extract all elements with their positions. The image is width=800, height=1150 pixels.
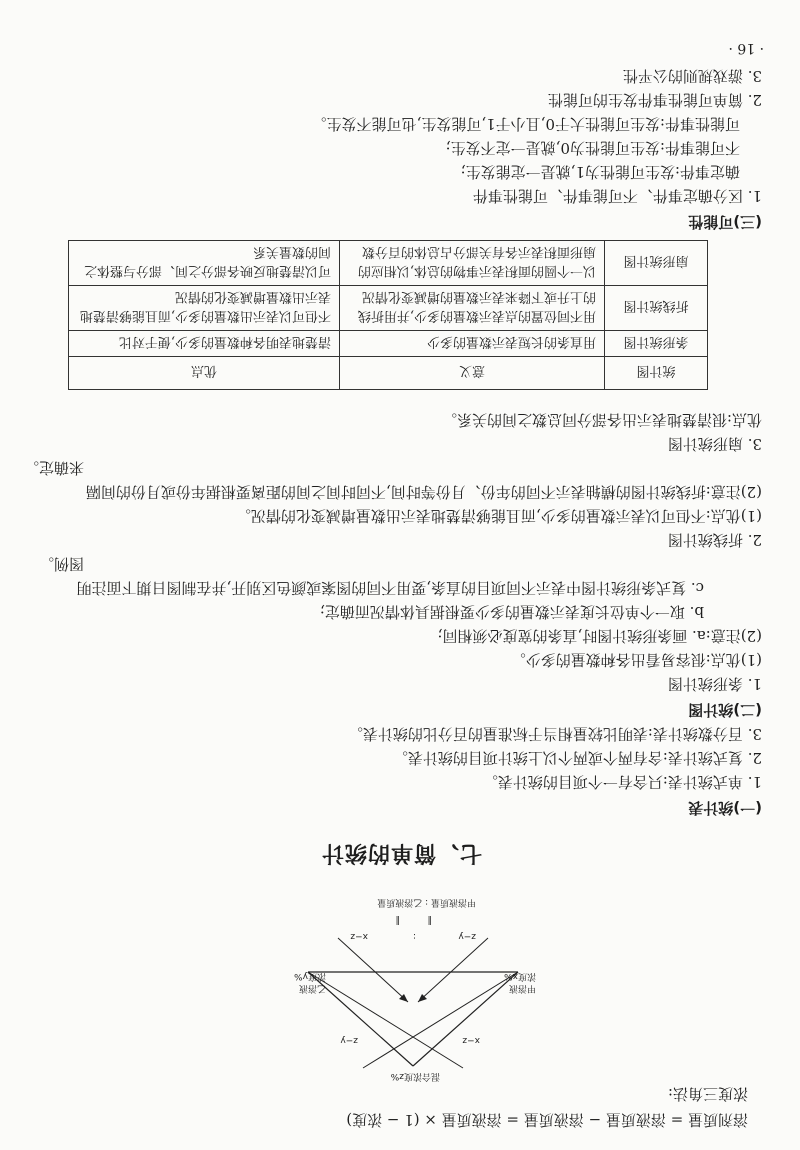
table-cell: 用不同位置的点表示数量的多少,并用折线的上升或下降来表示数量的增减变化情况 xyxy=(340,286,605,331)
probability-line: 确定事件:发生可能性为1,就是一定能发生; xyxy=(460,163,740,181)
heading-tables: (一)统计表 xyxy=(688,799,762,817)
chart-line: b. 取一个单位长度表示数量的多少要根据具体情况而确定; xyxy=(319,603,704,621)
table-row xyxy=(69,331,708,357)
heading-probability: (三)可能性 xyxy=(688,213,762,231)
probability-line: 1. 区分确定事件、不可能事件、可能性事件 xyxy=(472,187,762,205)
table-header: 意义 xyxy=(340,357,605,390)
triangle-left-edge xyxy=(413,972,518,1066)
heading-charts: (二)统计图 xyxy=(688,701,762,719)
ratio-colon: : xyxy=(412,931,416,941)
chart-line: c. 复式条形统计图中表示不同项目的直条,要用不同的图案或颜色区别开,并在制图日期下面注明 xyxy=(76,579,704,597)
table-cell: 以一个圆的面积表示事物的总体,以相应的扇形面积表示各有关部分占总体的百分数 xyxy=(340,241,605,286)
chart-comparison-table xyxy=(68,240,708,390)
table-cell: 清楚地表明各种数量的多少,便于对比 xyxy=(69,331,340,357)
table-row xyxy=(69,286,708,331)
table-type-line: 3. 百分数统计表:表明比较量相当于标准量的百分比的统计表。 xyxy=(347,725,762,743)
diagram-top-right-sub: 浓度y% xyxy=(294,971,326,981)
ratio-right: x−z xyxy=(350,931,368,941)
table-header: 优点 xyxy=(69,357,340,390)
chart-line: 1. 条形统计图 xyxy=(667,675,762,693)
probability-line: 不可能事件:发生可能性为0,就是一定不发生; xyxy=(445,139,740,157)
table-cell: 扇形统计图 xyxy=(605,241,708,286)
probability-line: 可能性事件:发生可能性大于0,且小于1,可能发生,也可能不发生。 xyxy=(311,115,740,133)
chart-line: 3. 扇形统计图 xyxy=(667,435,762,453)
table-header-row xyxy=(69,357,708,390)
probability-line: 3. 游戏规则的公平性 xyxy=(622,67,762,85)
section-title: 七、简单的统计 xyxy=(320,840,482,865)
equals-mark-left: ‖ xyxy=(427,915,432,925)
chart-line: 来确定。 xyxy=(23,459,84,477)
chart-line: 2. 折线统计图 xyxy=(667,531,762,549)
diagram-top-left-sub: 浓度x% xyxy=(504,971,536,981)
chart-line: (2)注意:折线统计图的横轴表示不同的年份、月份等时间,不同时间之间的距离要根据年份或月份的间隔 xyxy=(85,483,762,501)
table-cell: 可以清楚地反映各部分之间、部分与整体之间的数量关系 xyxy=(69,241,340,286)
table-cell: 用直条的长短表示数量的多少 xyxy=(340,331,605,357)
table-cell: 折线统计图 xyxy=(605,286,708,331)
chart-line: (1)优点:很容易看出各种数量的多少。 xyxy=(510,651,762,669)
table-cell: 不但可以表示出数量的多少,而且能够清楚地表示出数量增减变化的情况 xyxy=(69,286,340,331)
arrow-line-right xyxy=(338,938,408,1002)
table-type-line: 2. 复式统计表:含有两个或两个以上统计项目的统计表。 xyxy=(392,749,762,767)
diagram-caption: 甲溶液质量 : 乙溶液质量 xyxy=(377,897,476,907)
arrow-line-left xyxy=(418,938,488,1002)
chart-line: (2)注意:a. 画条形统计图时,直条的宽度必须相同; xyxy=(437,627,762,645)
probability-line: 2. 简单可能性事件发生的可能性 xyxy=(547,91,762,109)
table-cell: 条形统计图 xyxy=(605,331,708,357)
page-number: · 16 · xyxy=(728,40,764,56)
chart-line: 图例。 xyxy=(38,555,84,573)
formula-subheading: 浓度三角法: xyxy=(667,1085,748,1103)
chart-line: 优点:很清楚地表示出各部分同总数之间的关系。 xyxy=(441,411,762,429)
table-row xyxy=(69,241,708,286)
diagram-diff-left: x−z xyxy=(462,1035,480,1045)
ratio-left: z−y xyxy=(458,931,476,941)
diagram-diff-right: z−y xyxy=(340,1035,358,1045)
equals-mark-right: ‖ xyxy=(395,915,400,925)
table-type-line: 1. 单式统计表:只含有一个项目的统计表。 xyxy=(482,773,762,791)
diagram-top-left: 甲溶液 xyxy=(508,983,536,993)
diagram-top-right: 乙溶液 xyxy=(298,983,326,993)
diagram-bottom-label: 混合浓度z% xyxy=(390,1071,440,1081)
formula-line: 溶剂质量 = 溶液质量 − 溶液质量 = 溶液质量 × (1 − 浓度) xyxy=(346,1111,748,1129)
table-header: 统计图 xyxy=(605,357,708,390)
chart-line: (1)优点:不但可以表示数量的多少,而且能够清楚地表示出数量增减变化的情况。 xyxy=(235,507,762,525)
concentration-triangle-diagram xyxy=(278,890,538,1090)
